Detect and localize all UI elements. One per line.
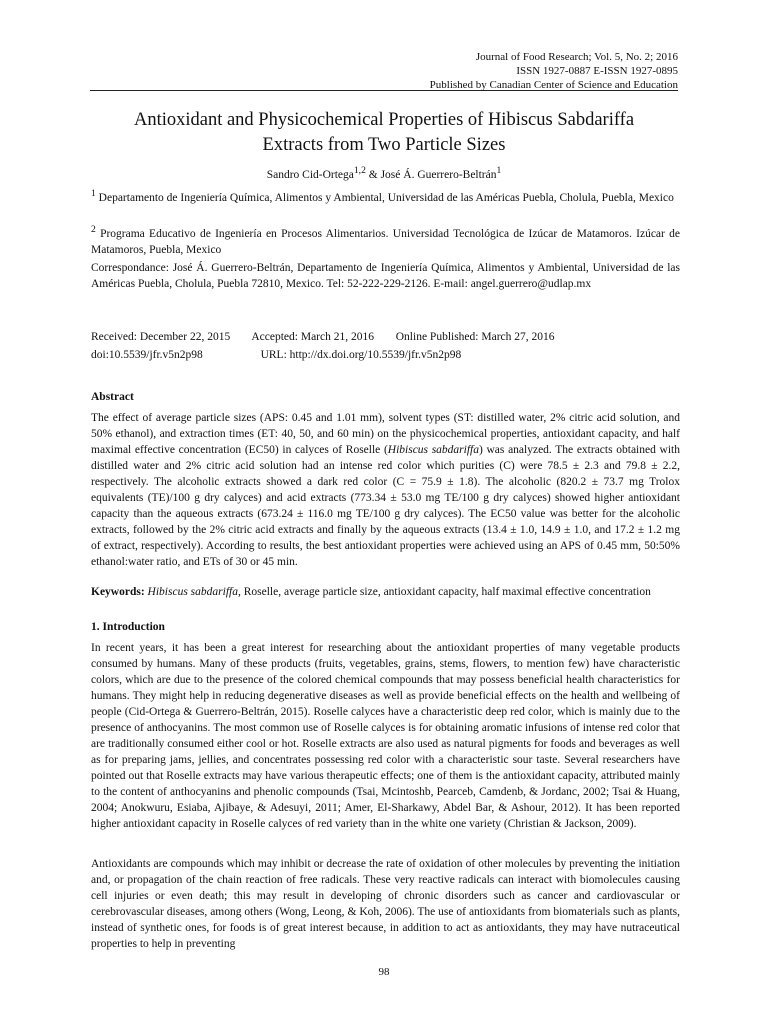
author-list	[90, 165, 678, 181]
correspondence: Correspondance: José Á. Guerrero-Beltrán, Departamento de Ingeniería Química, Alimentos y Ambiental, Universidad de las Américas Puebla, Cholula, Puebla 72810, Mexico. Tel: 52-222-229-2126. E-mail: angel.guerrero@udlap.mx	[91, 262, 680, 290]
keywords-list: , Roselle, average particle size, antioxidant capacity, half maximal effective concentration	[237, 586, 651, 598]
online-date: Online Published: March 27, 2016	[395, 331, 555, 343]
abstract-text	[91, 410, 680, 570]
keywords	[91, 584, 680, 600]
doi: doi:10.5539/jfr.v5n2p98	[91, 349, 203, 361]
keyword-species: Hibiscus sabdariffa	[147, 586, 238, 598]
doi-row	[91, 349, 461, 361]
article-url-link[interactable]: URL: http://dx.doi.org/10.5539/jfr.v5n2p98	[260, 349, 462, 361]
author-separator: &	[365, 168, 381, 181]
author-name: José Á. Guerrero-Beltrán	[380, 168, 497, 181]
introduction-paragraph-2: Antioxidants are compounds which may inhibit or decrease the rate of oxidation of other molecules by preventing the initiation and, or propagation of the chain reaction of free radicals. These very reactive radicals can interact with biomolecules causing cell injuries or even death; this may result in developing of chronic disorders such as cancer and cardiovascular or cerebrovascular diseases, among others (Wong, Leong, & Koh, 2006). The use of antioxidants from biomaterials such as plants, instead of synthetic ones, for foods is of great interest because, in addition to act as antioxidants, they may have nutraceutical properties to help in preventing	[91, 858, 680, 950]
affiliation-text: Programa Educativo de Ingeniería en Procesos Alimentarios. Universidad Tecnológica de Izúcar de Matamoros. Izúcar de Matamoros, Puebla, Mexico	[91, 227, 680, 256]
affiliation-number: 2	[91, 224, 96, 235]
article-title	[90, 108, 678, 158]
journal-issn: ISSN 1927-0887 E-ISSN 1927-0895	[516, 65, 678, 77]
journal-publisher: Published by Canadian Center of Science and Education	[429, 79, 678, 91]
journal-header	[430, 50, 678, 92]
abstract-text-part: The effect of average particle sizes (APS: 0.45 and 1.01 mm), solvent types (ST: distilled water, 2% citric acid solution, and 50% ethanol), and extraction times (ET: 40, 50, and 60 min) on the physicochemical properties, antioxidant capacity, and half maximal effective concentration (EC50) in calyces of Roselle (	[91, 412, 680, 456]
section-heading-introduction: 1. Introduction	[91, 621, 165, 633]
journal-citation: Journal of Food Research; Vol. 5, No. 2; 2016	[475, 51, 678, 63]
abstract-heading: Abstract	[91, 391, 134, 403]
species-name: Hibiscus sabdariffa	[387, 444, 479, 456]
received-date: Received: December 22, 2015	[91, 331, 231, 343]
keywords-label: Keywords:	[91, 586, 145, 598]
accepted-date: Accepted: March 21, 2016	[251, 331, 374, 343]
affiliation-number: 1	[91, 188, 96, 199]
publication-dates	[91, 331, 555, 343]
title-line-2: Extracts from Two Particle Sizes	[262, 135, 506, 155]
header-divider	[90, 90, 678, 91]
title-line-1: Antioxidant and Physicochemical Properties of Hibiscus Sabdariffa	[133, 110, 635, 130]
affiliation-1	[91, 186, 680, 206]
abstract-text-part: ) was analyzed. The extracts obtained with distilled water and 2% citric acid solution had an intense red color which purities (C) were 78.5 ± 2.3 and 79.8 ± 2.2, respectively. The alcoholic extracts showed a dark red color (C = 75.9 ± 1.8). The alcoholic (820.2 ± 73.7 mg Trolox equivalents (TE)/100 g dry calyces) and acid extracts (773.34 ± 53.0 mg TE/100 g dry calyces) showed higher antioxidant capacity than the aqueous extracts (673.24 ± 116.0 mg TE/100 g dry calyces). The EC50 value was better for the alcoholic extracts, followed by the 2% citric acid extracts and finally by the aqueous extracts (13.4 ± 1.0, 14.9 ± 1.0, and 17.2 ± 1.2 mg of extract, respectively). According to results, the best antioxidant properties were achieved using an APS of 0.45 mm, 50:50% ethanol:water ratio, and ETs of 30 or 45 min.	[91, 444, 680, 568]
introduction-paragraph-1: In recent years, it has been a great interest for researching about the antioxidant properties of many vegetable products consumed by humans. Many of these products (fruits, vegetables, grains, stems, flowers, to mention few) have characteristic colors, which are due to the presence of the colored chemical compounds that may possess beneficial health characteristics for humans. They might help in reducing degenerative diseases as well as provide beneficial effects on the health and wellbeing of people (Cid-Ortega & Guerrero-Beltrán, 2015). Roselle calyces have a characteristic deep red color, which is mainly due to the presence of anthocyanins. The most common use of Roselle calyces is for obtaining aromatic infusions of intense red color that are traditionally consumed either cool or hot. Roselle extracts are also used as natural pigments for foods and beverages as well as for preparing jams, jellies, and concentrates possessing red color with a characteristic sour taste. Several researchers have pointed out that Roselle extracts may have various therapeutic effects; one of them is the antioxidant capacity, attributed mainly to the content of anthocyanins and phenolic compounds (Tsai, Mcintoshb, Pearceb, Camdenb, & Jordanc, 2002; Tsai & Huang, 2004; Anokwuru, Esiaba, Ajibaye, & Adesuyi, 2011; Amer, El-Sharkawy, Abdel Bar, & Ashour, 2012). It has been reported higher antioxidant capacity in Roselle calyces of red variety than in the white one variety (Christian & Jackson, 2009).	[91, 642, 680, 830]
affiliation-2	[91, 222, 680, 258]
affiliation-text: Departamento de Ingeniería Química, Alimentos y Ambiental, Universidad de las Américas Puebla, Cholula, Puebla, Mexico	[95, 191, 674, 204]
author-name: Sandro Cid-Ortega	[266, 168, 354, 181]
author-affiliation-mark: 1,2	[353, 165, 366, 176]
page-number: 98	[378, 966, 390, 978]
author-affiliation-mark: 1	[496, 165, 502, 176]
